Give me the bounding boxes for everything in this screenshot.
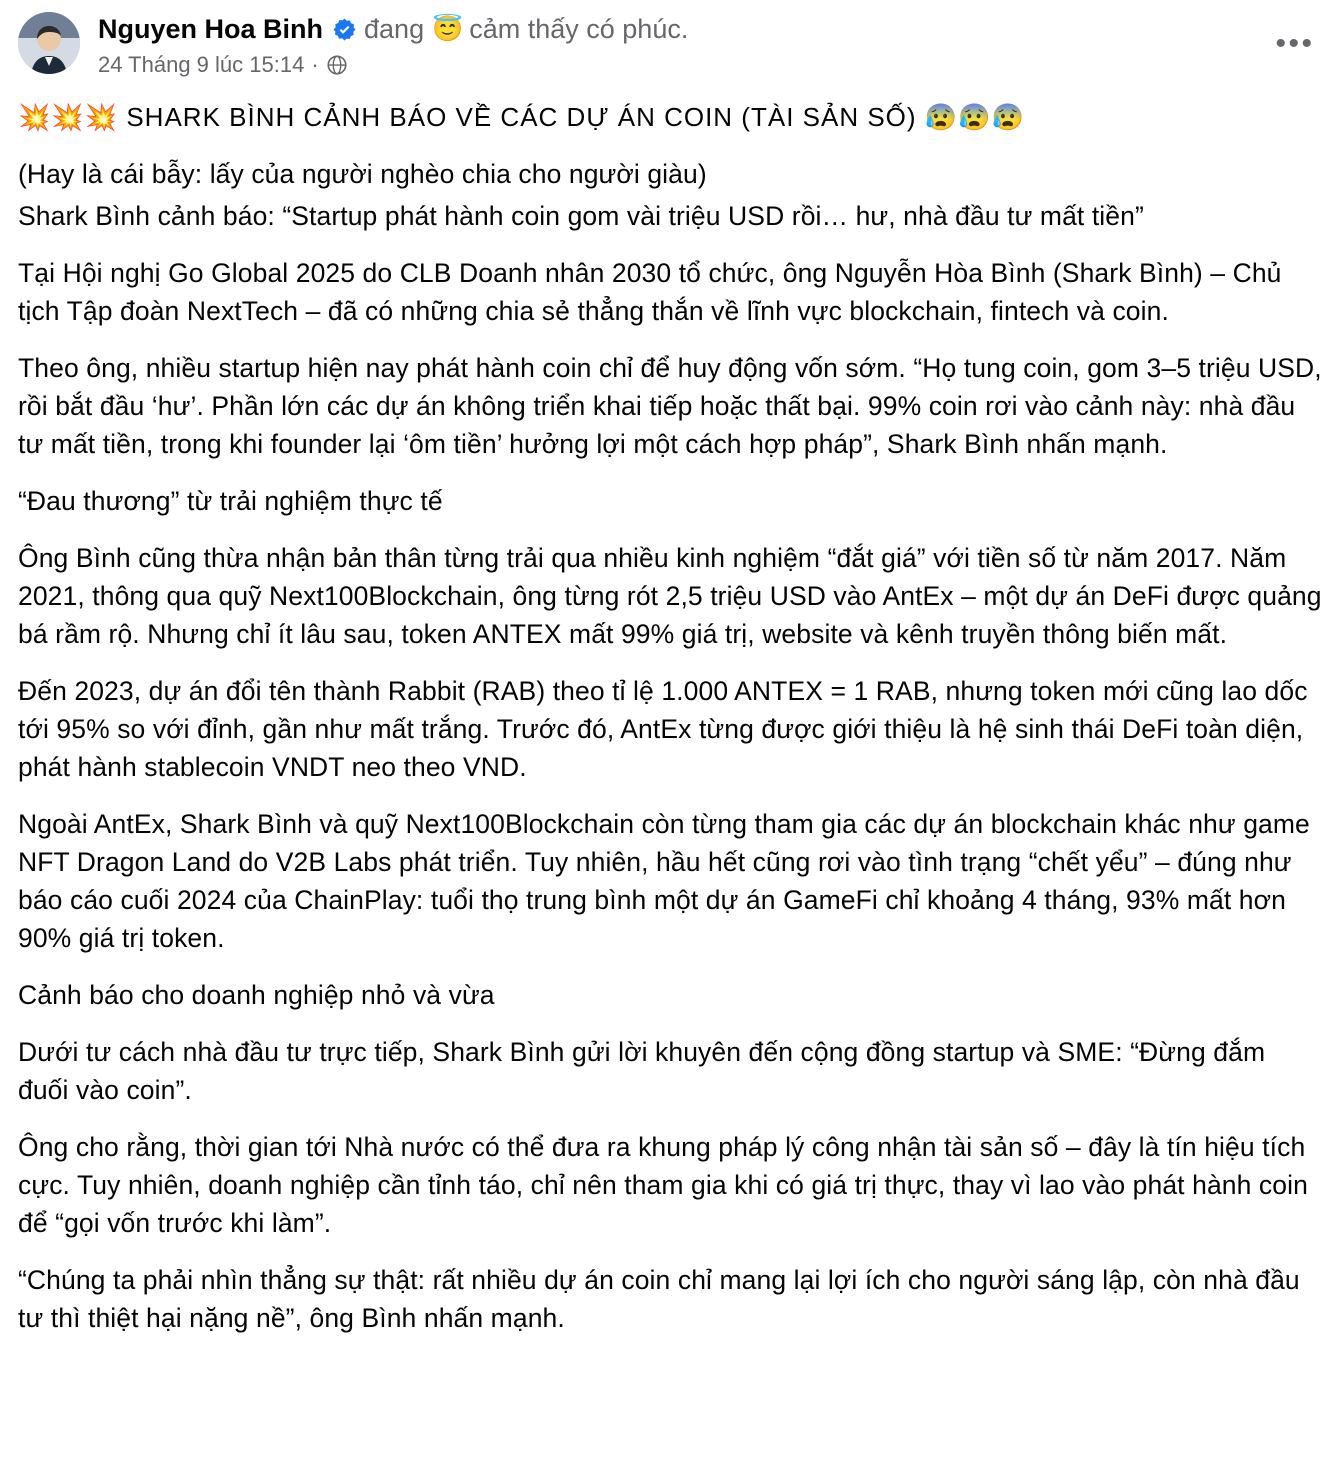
post-timestamp[interactable]: 24 Tháng 9 lúc 15:14 [98, 52, 305, 77]
post-paragraph: Tại Hội nghị Go Global 2025 do CLB Doanh nhân 2030 tổ chức, ông Nguyễn Hòa Bình (Shark Bình) – Chủ tịch Tập đoàn NextTech – đã có những chia sẻ thẳng thắn về lĩnh vực blockchain, fintech và coin. [18, 258, 1282, 326]
post-paragraph: “Đau thương” từ trải nghiệm thực tế [18, 486, 443, 516]
author-name[interactable]: Nguyen Hoa Binh [98, 14, 324, 44]
post-header [18, 6, 1322, 80]
blessed-emoji: 😇 [432, 14, 464, 43]
post-header-text [98, 10, 1322, 78]
post-paragraph: Ông Bình cũng thừa nhận bản thân từng trải qua nhiều kinh nghiệm “đắt giá” với tiền số từ năm 2017. Năm 2021, thông qua quỹ Next100Blockchain, ông từng rót 2,5 triệu USD vào AntEx – một dự án DeFi được quảng bá rầm rộ. Nhưng chỉ ít lâu sau, token ANTEX mất 99% giá trị, website và kênh truyền thông biến mất. [18, 543, 1322, 649]
post-paragraph-subheadline: (Hay là cái bẫy: lấy của người nghèo chia cho người giàu) [18, 159, 707, 189]
author-line [98, 12, 1322, 46]
post-more-options-button[interactable]: ••• [1275, 27, 1315, 60]
post-paragraph: Theo ông, nhiều startup hiện nay phát hành coin chỉ để huy động vốn sớm. “Họ tung coin, gom 3–5 triệu USD, rồi bắt đầu ‘hư’. Phần lớn các dự án không triển khai tiếp hoặc thất bại. 99% coin rơi vào cảnh này: nhà đầu tư mất tiền, trong khi founder lại ‘ôm tiền’ hưởng lợi một cách hợp pháp”, Shark Bình nhấn mạnh. [18, 353, 1322, 459]
feeling-text: cảm thấy có phúc. [469, 14, 689, 44]
meta-separator: · [311, 52, 319, 77]
avatar[interactable] [18, 12, 80, 74]
post-paragraph: “Chúng ta phải nhìn thẳng sự thật: rất nhiều dự án coin chỉ mang lại lợi ích cho người sáng lập, còn nhà đầu tư thì thiệt hại nặng nề”, ông Bình nhấn mạnh. [18, 1265, 1300, 1333]
verified-badge-icon [332, 17, 357, 42]
post-paragraph: Shark Bình cảnh báo: “Startup phát hành coin gom vài triệu USD rồi… hư, nhà đầu tư mất tiền” [18, 201, 1144, 231]
feeling-prefix: đang [364, 14, 425, 44]
globe-icon[interactable] [327, 55, 347, 75]
post-paragraph: Dưới tư cách nhà đầu tư trực tiếp, Shark Bình gửi lời khuyên đến cộng đồng startup và SME: “Đừng đắm đuối vào coin”. [18, 1037, 1266, 1105]
post-paragraph-headline: 💥💥💥 SHARK BÌNH CẢNH BÁO VỀ CÁC DỰ ÁN COIN (TÀI SẢN SỐ) 😰😰😰 [18, 102, 1025, 132]
post-paragraph: Đến 2023, dự án đổi tên thành Rabbit (RAB) theo tỉ lệ 1.000 ANTEX = 1 RAB, nhưng token mới cũng lao dốc tới 95% so với đỉnh, gần như mất trắng. Trước đó, AntEx từng được giới thiệu là hệ sinh thái DeFi toàn diện, phát hành stablecoin VNDT neo theo VND. [18, 676, 1308, 782]
post-paragraph: Cảnh báo cho doanh nghiệp nhỏ và vừa [18, 980, 495, 1010]
post-paragraph: Ngoài AntEx, Shark Bình và quỹ Next100Blockchain còn từng tham gia các dự án blockchain khác như game NFT Dragon Land do V2B Labs phát triển. Tuy nhiên, hầu hết cũng rơi vào tình trạng “chết yểu” – đúng như báo cáo cuối 2024 của ChainPlay: tuổi thọ trung bình một dự án GameFi chỉ khoảng 4 tháng, 93% mất hơn 90% giá trị token. [18, 809, 1310, 953]
post-meta [98, 52, 1322, 78]
post-body [18, 98, 1322, 1337]
post-paragraph: Ông cho rằng, thời gian tới Nhà nước có thể đưa ra khung pháp lý công nhận tài sản số – đây là tín hiệu tích cực. Tuy nhiên, doanh nghiệp cần tỉnh táo, chỉ nên tham gia khi có giá trị thực, thay vì lao vào phát hành coin để “gọi vốn trước khi làm”. [18, 1132, 1308, 1238]
